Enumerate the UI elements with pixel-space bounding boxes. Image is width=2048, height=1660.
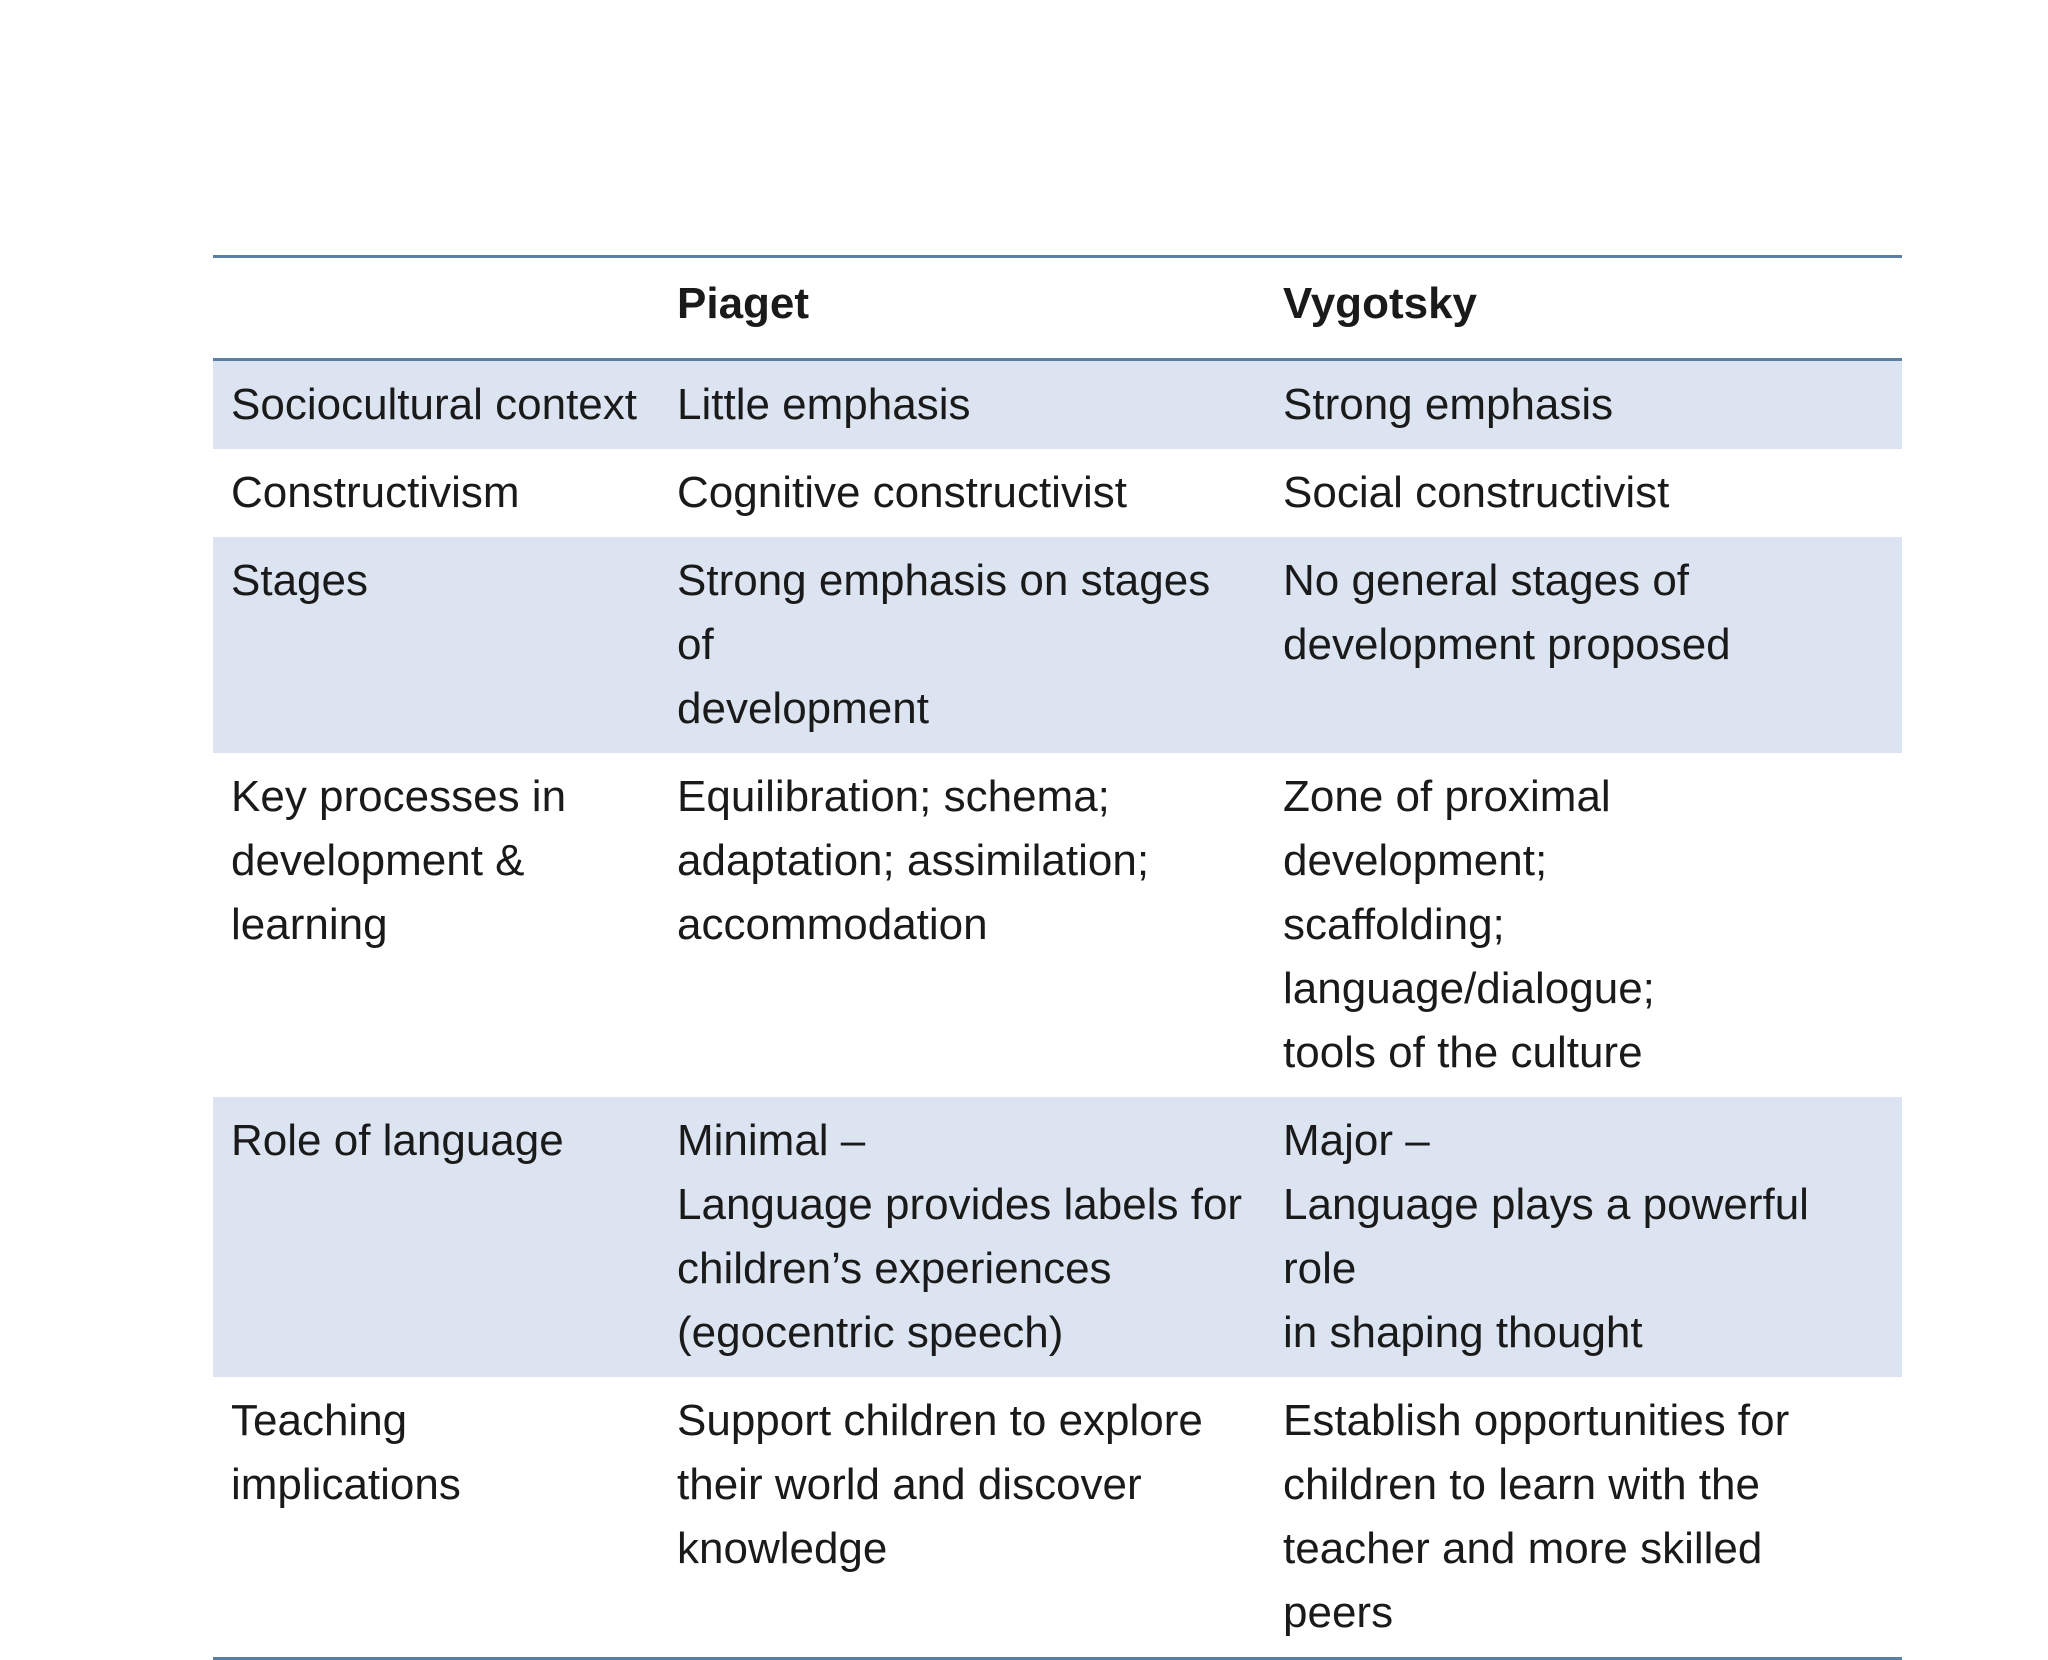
piaget-cell: Equilibration; schema; adaptation; assimilation; accommodation (659, 753, 1265, 1097)
header-empty-cell (213, 257, 659, 360)
piaget-cell: Little emphasis (659, 360, 1265, 450)
row-label: Constructivism (213, 449, 659, 537)
piaget-cell: Strong emphasis on stages of development (659, 537, 1265, 753)
table-row (213, 1097, 1902, 1377)
piaget-cell: Minimal – Language provides labels for children’s experiences (egocentric speech) (659, 1097, 1265, 1377)
row-label: Key processes in development & learning (213, 753, 659, 1097)
vygotsky-cell: No general stages of development proposed (1265, 537, 1902, 753)
vygotsky-cell: Establish opportunities for children to learn with the teacher and more skilled peers (1265, 1377, 1902, 1659)
vygotsky-cell: Strong emphasis (1265, 360, 1902, 450)
vygotsky-cell: Major – Language plays a powerful role in shaping thought (1265, 1097, 1902, 1377)
piaget-cell: Support children to explore their world and discover knowledge (659, 1377, 1265, 1659)
row-label: Role of language (213, 1097, 659, 1377)
table-row (213, 1377, 1902, 1659)
vygotsky-cell: Zone of proximal development; scaffolding; language/dialogue; tools of the culture (1265, 753, 1902, 1097)
table-row (213, 753, 1902, 1097)
table-row (213, 537, 1902, 753)
piaget-cell: Cognitive constructivist (659, 449, 1265, 537)
table-row (213, 449, 1902, 537)
row-label: Sociocultural context (213, 360, 659, 450)
table-header-row (213, 257, 1902, 360)
piaget-vygotsky-comparison-table (213, 255, 1902, 1660)
vygotsky-cell: Social constructivist (1265, 449, 1902, 537)
row-label: Teaching implications (213, 1377, 659, 1659)
header-piaget: Piaget (659, 257, 1265, 360)
header-vygotsky: Vygotsky (1265, 257, 1902, 360)
comparison-table-container (213, 255, 1902, 1660)
table-row (213, 360, 1902, 450)
row-label: Stages (213, 537, 659, 753)
